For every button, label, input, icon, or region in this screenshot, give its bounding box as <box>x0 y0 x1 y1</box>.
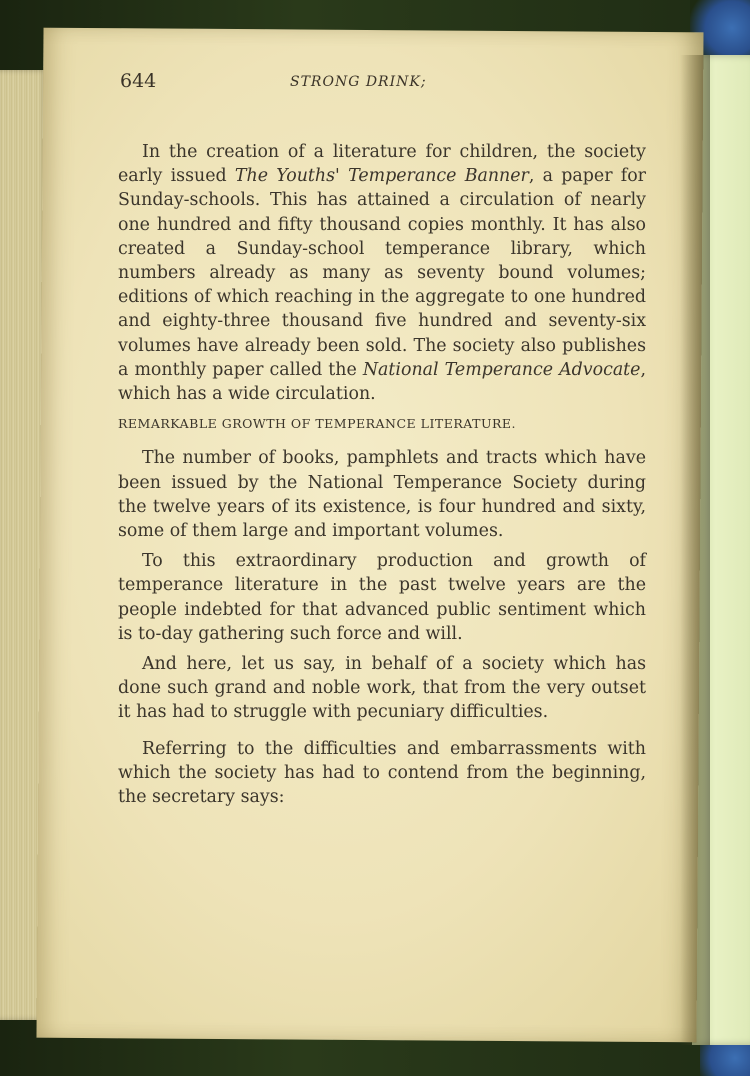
page-header <box>120 70 610 100</box>
paragraph-1-part-b: , a paper for Sunday-schools. This has attained a circulation of nearly one hundred and fifty thousand copies monthly. It has also created a Sunday-school temperance library, which numbers already as many as seventy bound volumes; editions of which reaching in the aggregate to one hundred and eighty-three thousand five hundred and seventy-six volumes have already been sold. The society also publishes a monthly paper called the <box>118 166 646 380</box>
youths-temperance-banner-title: The Youths' Temperance Banner <box>234 166 529 187</box>
paragraph-4: And here, let us say, in behalf of a society which has done such grand and noble work, that from the very outset it has had to struggle with pecuniary difficulties. <box>118 654 646 723</box>
paragraph-2: The number of books, pamphlets and tracts which have been issued by the National Temperance Society during the twelve years of its existence, is four hundred and sixty, some of them large and important volumes. <box>118 448 646 542</box>
gutter-shadow <box>680 55 710 1045</box>
paragraph-1-part-c: , which has a wide circulation. <box>118 359 646 405</box>
section-heading: REMARKABLE GROWTH OF TEMPERANCE LITERATURE. <box>118 416 516 432</box>
paragraph-3: To this extraordinary production and growth of temperance literature in the past twelve years are the people indebted for that advanced public sentiment which is to-day gathering such force and will. <box>118 551 646 644</box>
paragraph-5: Referring to the difficulties and embarrassments with which the society has had to contend from the beginning, the secretary says: <box>118 738 646 808</box>
paragraph-1 <box>118 140 646 406</box>
page-body <box>118 140 646 809</box>
paragraph-1-part-a: In the creation of a literature for children, the society early issued <box>118 142 646 187</box>
national-temperance-advocate-title: National Temperance Advocate <box>362 359 641 380</box>
running-title: STRONG DRINK; <box>290 74 427 90</box>
page-number: 644 <box>120 70 157 92</box>
